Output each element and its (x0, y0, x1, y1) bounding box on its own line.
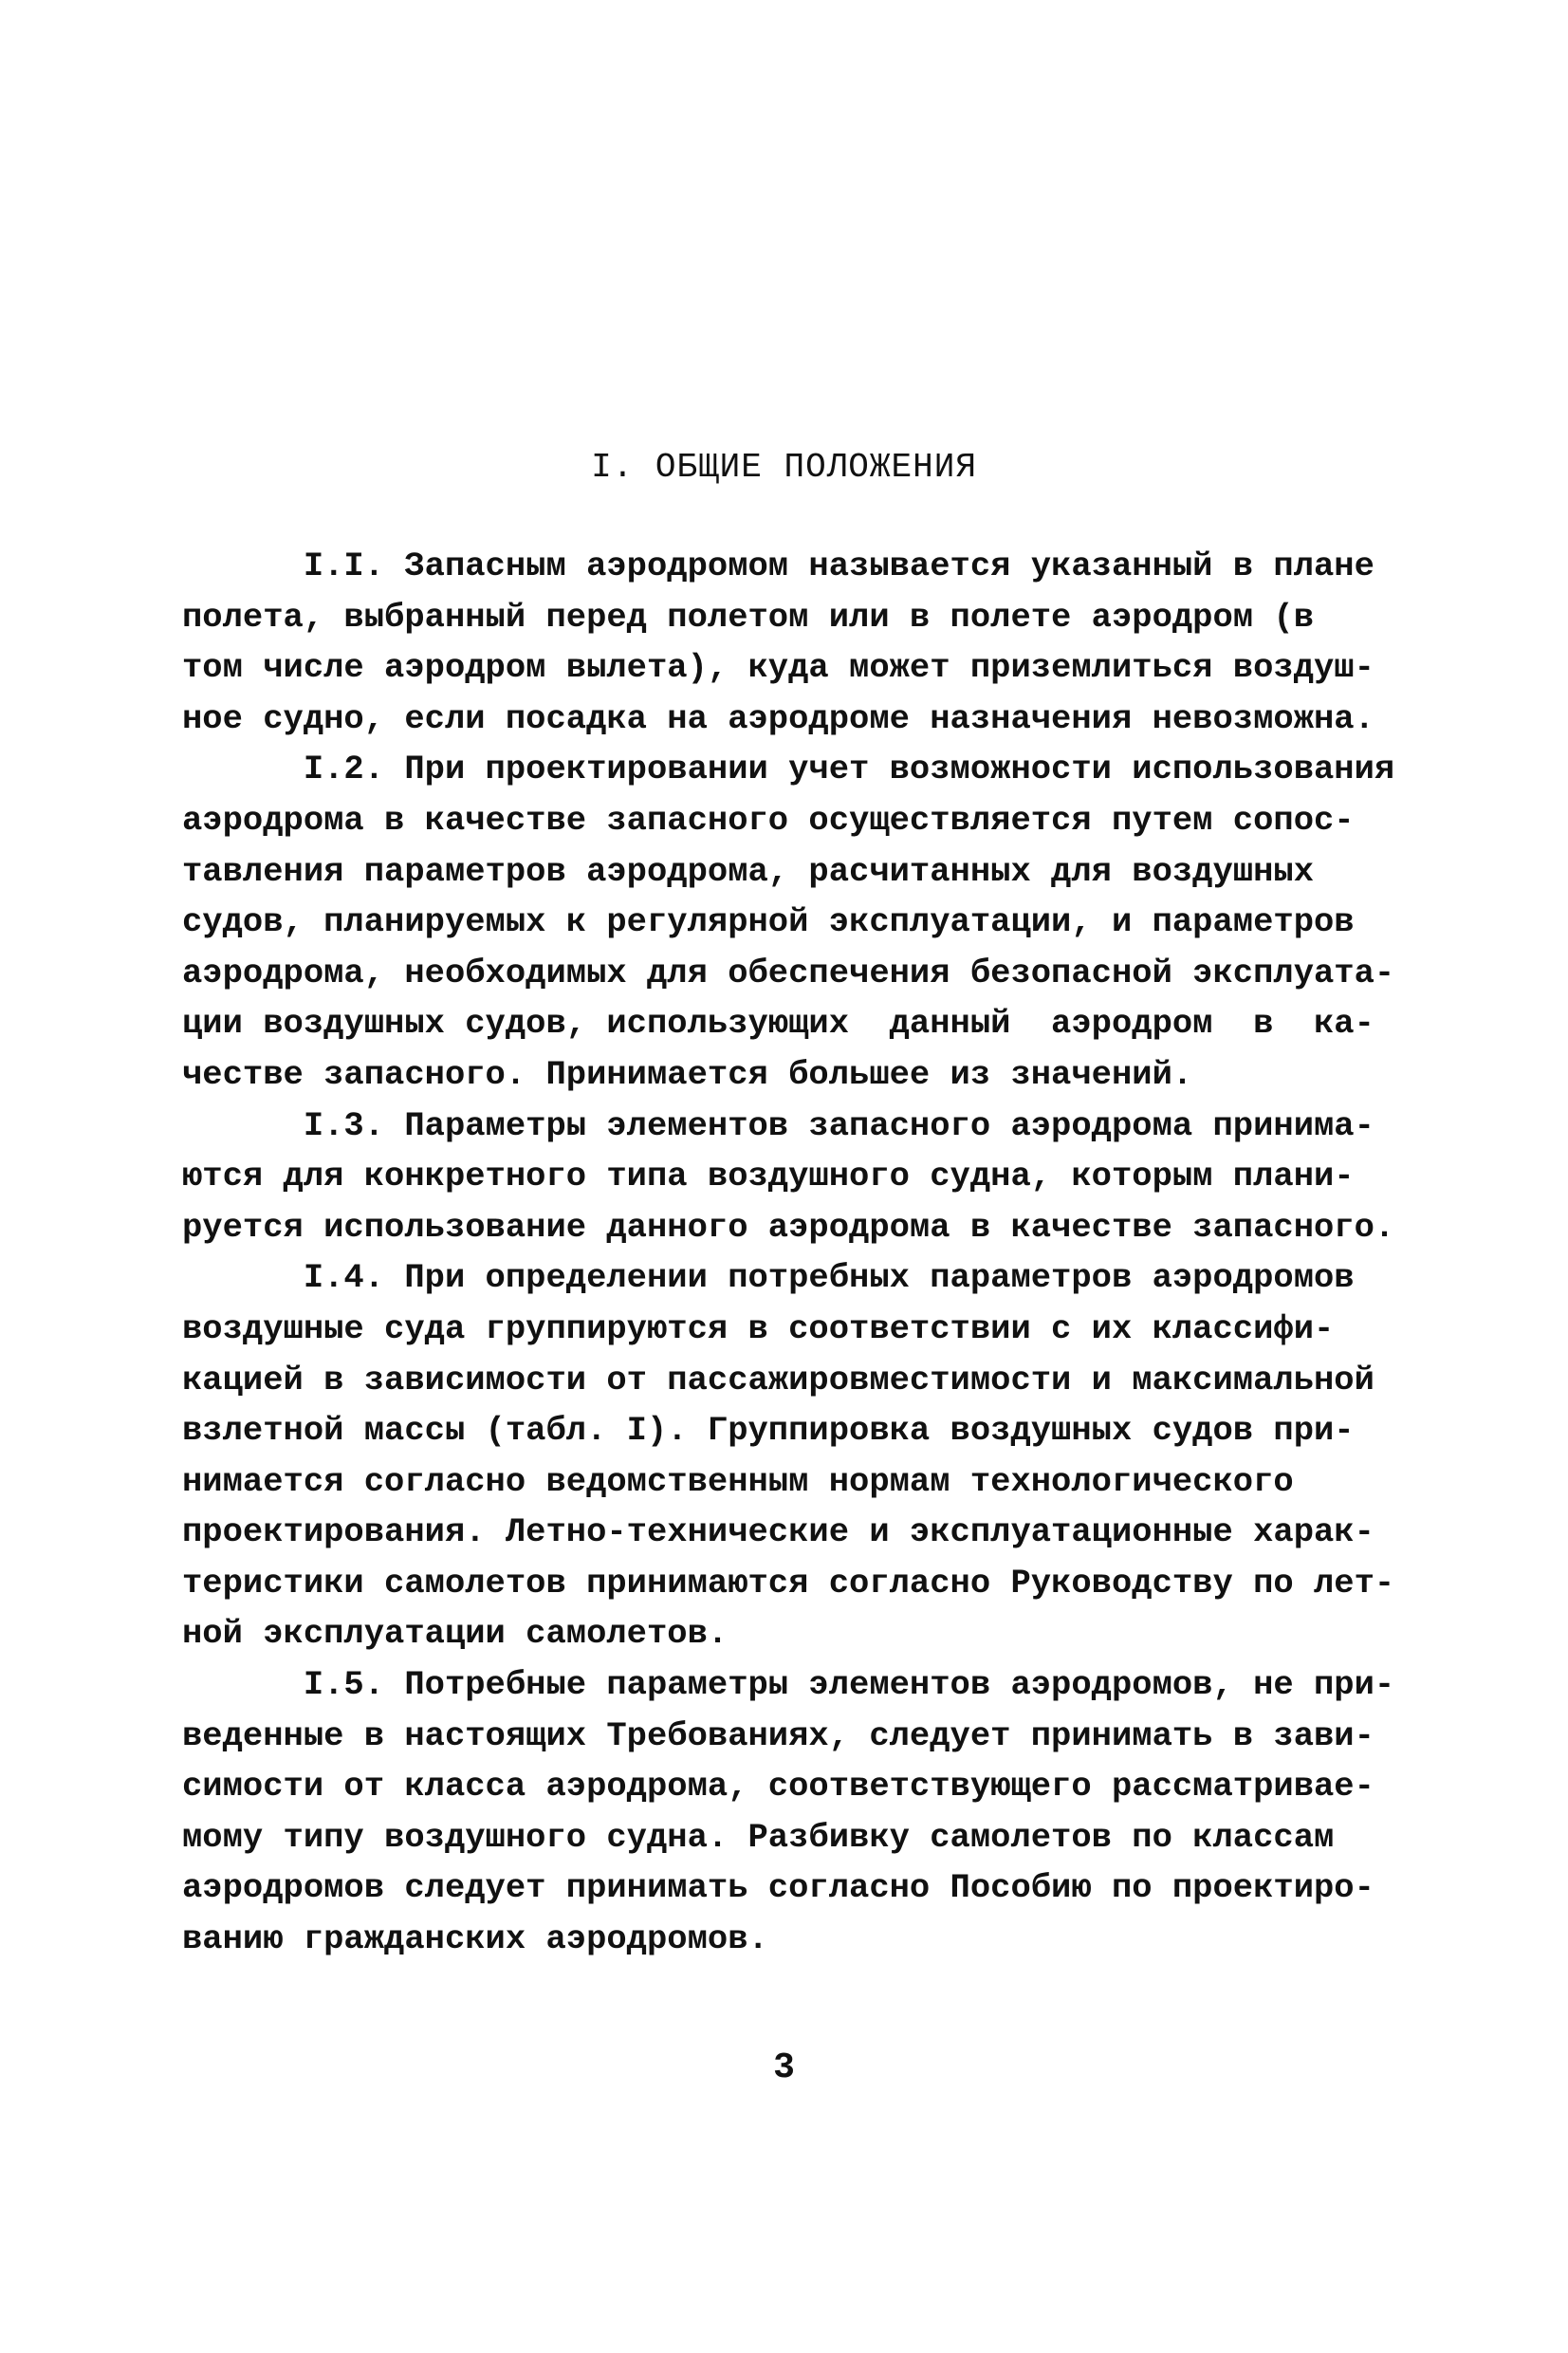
page-number: 3 (773, 2047, 795, 2088)
text-line: аэродрома в качестве запасного осуществляется путем сопос- (182, 800, 1355, 840)
text-line: ются для конкретного типа воздушного судна, которым плани- (182, 1157, 1355, 1196)
paragraph-1-1 (182, 541, 1374, 744)
text-line: нимается согласно ведомственным нормам технологического (182, 1461, 1294, 1501)
text-line: ной эксплуатации самолетов. (182, 1614, 729, 1654)
text-line: ное судно, если посадка на аэродроме назначения невозможна. (182, 698, 1374, 738)
text-line: ванию гражданских аэродромов. (182, 1919, 768, 1959)
text-line: руется использование данного аэродрома в качестве запасного. (182, 1207, 1395, 1247)
text-line: судов, планируемых к регулярной эксплуатации, и параметров (182, 902, 1355, 942)
text-line: честве запасного. Принимается большее из значений. (182, 1054, 1193, 1094)
text-line: мому типу воздушного судна. Разбивку самолетов по классам (182, 1817, 1335, 1857)
text-line: взлетной массы (табл. I). Группировка воздушных судов при- (182, 1411, 1355, 1451)
text-line: I.4. При определении потребных параметров аэродромов (182, 1258, 1355, 1298)
text-line: симости от класса аэродрома, соответствующего рассматривае- (182, 1767, 1374, 1806)
text-line: I.2. При проектировании учет возможности использования (182, 750, 1395, 789)
text-line: аэродрома, необходимых для обеспечения безопасной эксплуата- (182, 953, 1395, 992)
text-line: теристики самолетов принимаются согласно Руководству по лет- (182, 1563, 1395, 1603)
text-line: I.I. Запасным аэродромом называется указанный в плане (182, 547, 1374, 585)
paragraph-1-4 (182, 1252, 1395, 1659)
paragraph-1-3 (182, 1101, 1395, 1253)
paragraph-1-5 (182, 1659, 1395, 1965)
text-line: веденные в настоящих Требованиях, следует принимать в зави- (182, 1715, 1374, 1755)
text-line: I.3. Параметры элементов запасного аэродрома принима- (182, 1105, 1374, 1145)
text-line: том числе аэродром вылета), куда может приземлиться воздуш- (182, 648, 1374, 688)
body-text (182, 541, 1395, 1965)
text-line: аэродромов следует принимать согласно Пособию по проектиро- (182, 1868, 1374, 1908)
text-line: полета, выбранный перед полетом или в полете аэродром (в (182, 597, 1314, 637)
text-line: воздушные суда группируются в соответствии с их классифи- (182, 1308, 1335, 1348)
section-title: I. ОБЩИЕ ПОЛОЖЕНИЯ (591, 448, 977, 487)
text-line: тавления параметров аэродрома, расчитанных для воздушных (182, 851, 1314, 891)
text-line: I.5. Потребные параметры элементов аэродромов, не при- (182, 1665, 1395, 1705)
text-line: кацией в зависимости от пассажировместимости и максимальной (182, 1360, 1374, 1399)
text-line: проектирования. Летно-технические и эксплуатационные харак- (182, 1512, 1374, 1552)
text-line: ции воздушных судов, использующих данный аэродром в ка- (182, 1004, 1374, 1044)
paragraph-1-2 (182, 744, 1395, 1100)
